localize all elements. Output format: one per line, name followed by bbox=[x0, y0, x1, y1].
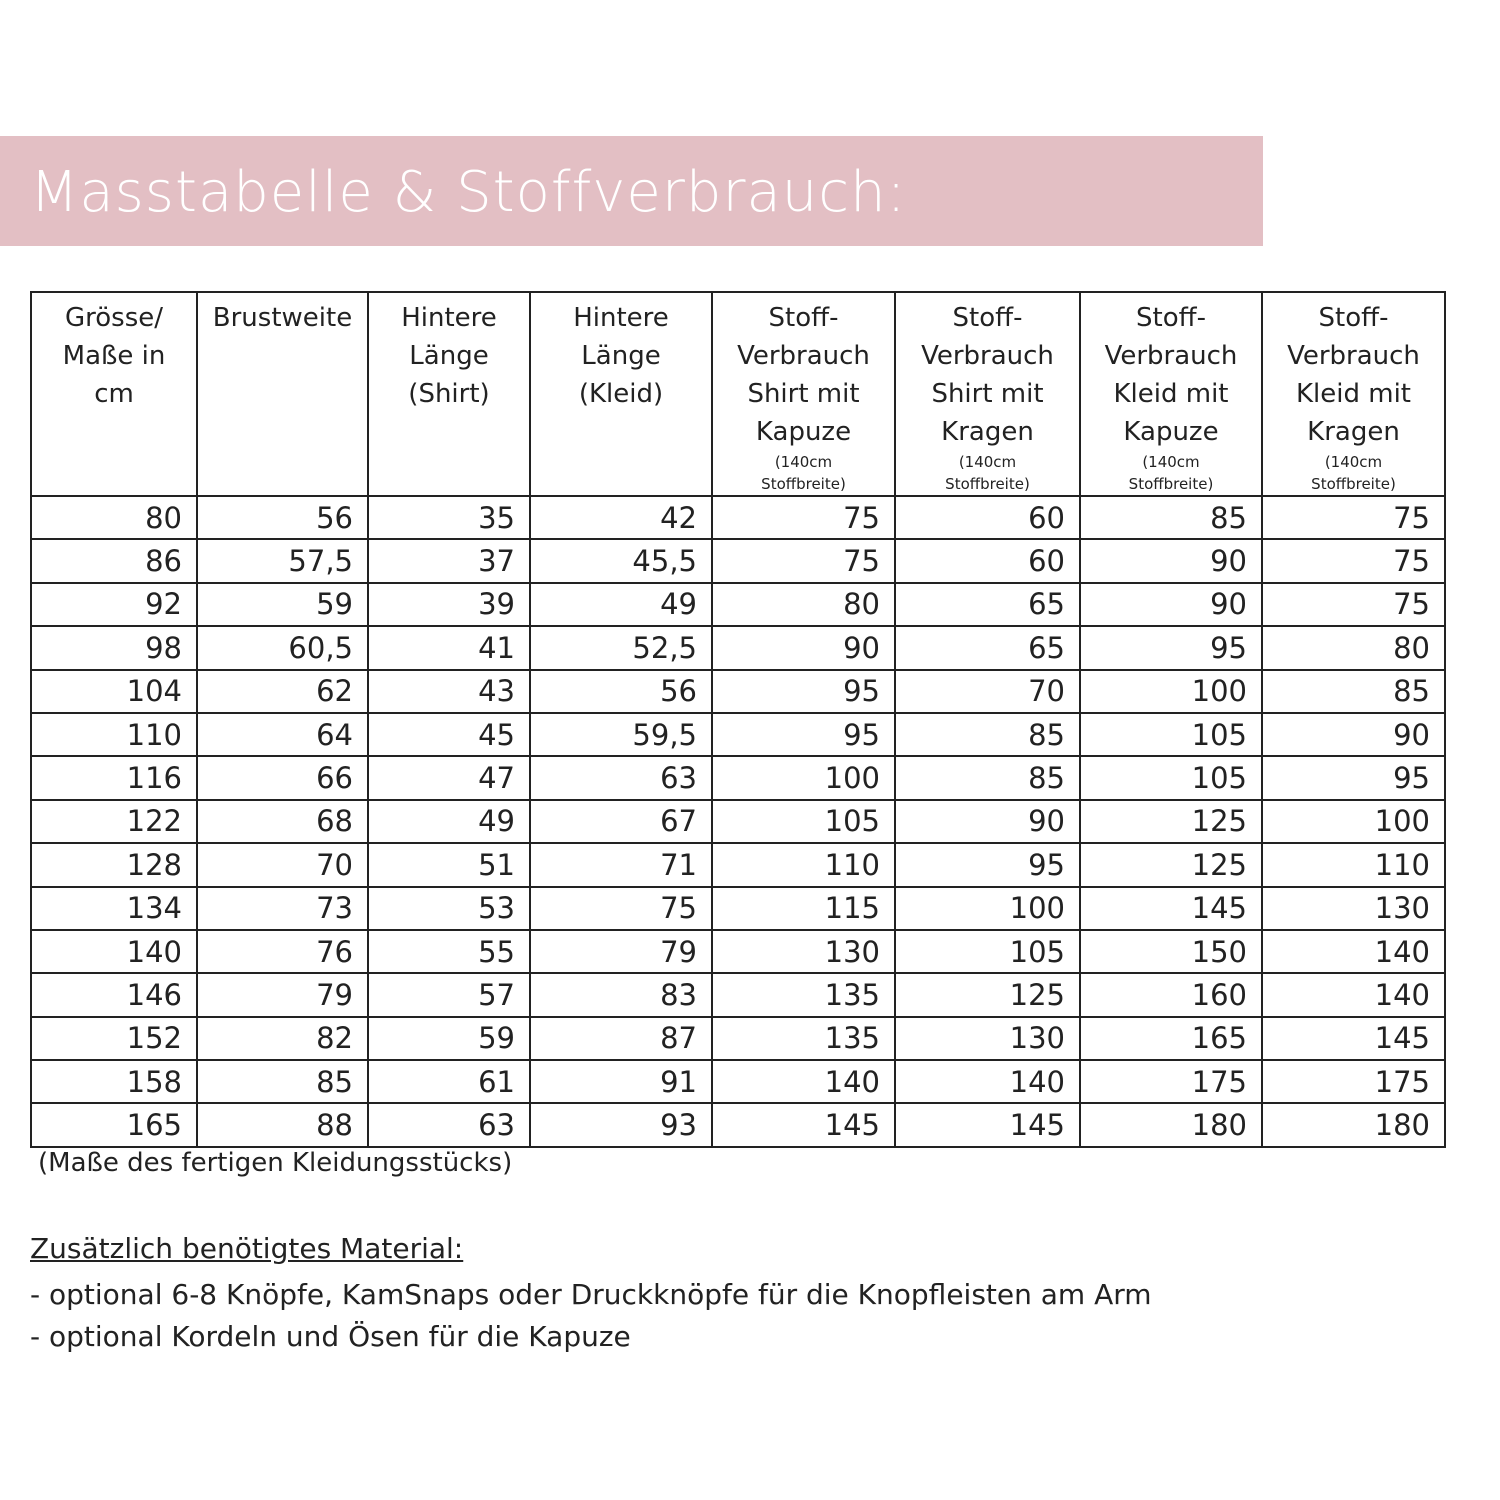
table-cell: 39 bbox=[368, 583, 530, 626]
table-footnote: (Maße des fertigen Kleidungsstücks) bbox=[38, 1148, 513, 1178]
table-cell: 66 bbox=[197, 756, 368, 799]
table-cell: 175 bbox=[1262, 1060, 1445, 1103]
table-cell: 135 bbox=[712, 1017, 895, 1060]
page-title: Masstabelle & Stoffverbrauch: bbox=[30, 160, 907, 225]
table-row bbox=[31, 670, 1445, 713]
table-cell: 152 bbox=[31, 1017, 197, 1060]
column-header-label: Stoff- Verbrauch Shirt mit Kragen bbox=[921, 303, 1054, 447]
table-cell: 83 bbox=[530, 973, 712, 1016]
table-cell: 105 bbox=[712, 800, 895, 843]
table-cell: 125 bbox=[1080, 843, 1262, 886]
table-cell: 130 bbox=[895, 1017, 1080, 1060]
table-cell: 75 bbox=[712, 496, 895, 539]
table-row bbox=[31, 583, 1445, 626]
table-cell: 82 bbox=[197, 1017, 368, 1060]
table-row bbox=[31, 1060, 1445, 1103]
table-cell: 42 bbox=[530, 496, 712, 539]
table-cell: 59 bbox=[197, 583, 368, 626]
table-cell: 60 bbox=[895, 539, 1080, 582]
table-cell: 73 bbox=[197, 887, 368, 930]
column-header-label: Hintere Länge (Kleid) bbox=[573, 303, 669, 409]
table-cell: 51 bbox=[368, 843, 530, 886]
column-header-note: (140cm Stoffbreite) bbox=[761, 453, 846, 493]
column-header bbox=[895, 292, 1080, 496]
column-header-label: Stoff- Verbrauch Kleid mit Kragen bbox=[1287, 303, 1420, 447]
table-cell: 60 bbox=[895, 496, 1080, 539]
material-item: - optional Kordeln und Ösen für die Kapuze bbox=[30, 1320, 631, 1353]
table-cell: 95 bbox=[712, 713, 895, 756]
table-cell: 140 bbox=[1262, 973, 1445, 1016]
column-header bbox=[368, 292, 530, 496]
table-cell: 57,5 bbox=[197, 539, 368, 582]
table-cell: 70 bbox=[197, 843, 368, 886]
table-cell: 158 bbox=[31, 1060, 197, 1103]
table-cell: 128 bbox=[31, 843, 197, 886]
table-cell: 105 bbox=[1080, 756, 1262, 799]
table-cell: 150 bbox=[1080, 930, 1262, 973]
table-cell: 59 bbox=[368, 1017, 530, 1060]
table-cell: 130 bbox=[712, 930, 895, 973]
table-cell: 98 bbox=[31, 626, 197, 669]
table-cell: 135 bbox=[712, 973, 895, 1016]
table-cell: 95 bbox=[1080, 626, 1262, 669]
table-cell: 116 bbox=[31, 756, 197, 799]
table-cell: 57 bbox=[368, 973, 530, 1016]
table-cell: 95 bbox=[712, 670, 895, 713]
table-cell: 100 bbox=[1080, 670, 1262, 713]
table-row bbox=[31, 539, 1445, 582]
table-cell: 175 bbox=[1080, 1060, 1262, 1103]
table-cell: 61 bbox=[368, 1060, 530, 1103]
table-cell: 63 bbox=[530, 756, 712, 799]
table-cell: 56 bbox=[530, 670, 712, 713]
table-cell: 85 bbox=[1262, 670, 1445, 713]
table-cell: 140 bbox=[895, 1060, 1080, 1103]
table-cell: 65 bbox=[895, 626, 1080, 669]
table-row bbox=[31, 1103, 1445, 1146]
table-cell: 104 bbox=[31, 670, 197, 713]
table-cell: 125 bbox=[895, 973, 1080, 1016]
table-cell: 75 bbox=[1262, 496, 1445, 539]
table-cell: 140 bbox=[1262, 930, 1445, 973]
table-cell: 75 bbox=[712, 539, 895, 582]
table-cell: 165 bbox=[31, 1103, 197, 1146]
table-cell: 95 bbox=[895, 843, 1080, 886]
table-cell: 56 bbox=[197, 496, 368, 539]
table-cell: 145 bbox=[712, 1103, 895, 1146]
column-header-label: Brustweite bbox=[212, 303, 353, 333]
table-body bbox=[31, 496, 1445, 1147]
table-cell: 41 bbox=[368, 626, 530, 669]
material-item: - optional 6-8 Knöpfe, KamSnaps oder Druckknöpfe für die Knopfleisten am Arm bbox=[30, 1278, 1152, 1311]
table-cell: 85 bbox=[895, 756, 1080, 799]
table-cell: 105 bbox=[895, 930, 1080, 973]
table-cell: 80 bbox=[31, 496, 197, 539]
table-cell: 110 bbox=[712, 843, 895, 886]
table-cell: 146 bbox=[31, 973, 197, 1016]
table-cell: 86 bbox=[31, 539, 197, 582]
table-cell: 125 bbox=[1080, 800, 1262, 843]
table-cell: 160 bbox=[1080, 973, 1262, 1016]
table-cell: 115 bbox=[712, 887, 895, 930]
column-header-label: Stoff- Verbrauch Kleid mit Kapuze bbox=[1104, 303, 1238, 447]
column-header bbox=[712, 292, 895, 496]
table-cell: 65 bbox=[895, 583, 1080, 626]
table-cell: 62 bbox=[197, 670, 368, 713]
table-cell: 75 bbox=[1262, 539, 1445, 582]
table-cell: 47 bbox=[368, 756, 530, 799]
table-row bbox=[31, 973, 1445, 1016]
table-cell: 68 bbox=[197, 800, 368, 843]
table-cell: 80 bbox=[1262, 626, 1445, 669]
table-cell: 79 bbox=[197, 973, 368, 1016]
table-cell: 140 bbox=[712, 1060, 895, 1103]
table-row bbox=[31, 930, 1445, 973]
table-cell: 76 bbox=[197, 930, 368, 973]
table-cell: 145 bbox=[895, 1103, 1080, 1146]
column-header bbox=[197, 292, 368, 496]
table-cell: 59,5 bbox=[530, 713, 712, 756]
table-cell: 71 bbox=[530, 843, 712, 886]
table-cell: 130 bbox=[1262, 887, 1445, 930]
table-cell: 75 bbox=[530, 887, 712, 930]
table-cell: 134 bbox=[31, 887, 197, 930]
table-cell: 75 bbox=[1262, 583, 1445, 626]
table-row bbox=[31, 887, 1445, 930]
material-list bbox=[30, 1274, 1152, 1358]
size-table bbox=[30, 291, 1446, 1148]
table-cell: 49 bbox=[368, 800, 530, 843]
table-cell: 140 bbox=[31, 930, 197, 973]
table-cell: 64 bbox=[197, 713, 368, 756]
column-header-label: Hintere Länge (Shirt) bbox=[401, 303, 497, 409]
table-cell: 145 bbox=[1262, 1017, 1445, 1060]
table-cell: 100 bbox=[895, 887, 1080, 930]
table-cell: 45 bbox=[368, 713, 530, 756]
table-cell: 43 bbox=[368, 670, 530, 713]
column-header bbox=[1080, 292, 1262, 496]
table-header-row bbox=[31, 292, 1445, 496]
table-cell: 110 bbox=[1262, 843, 1445, 886]
table-cell: 90 bbox=[1080, 583, 1262, 626]
table-cell: 180 bbox=[1080, 1103, 1262, 1146]
table-cell: 67 bbox=[530, 800, 712, 843]
table-cell: 37 bbox=[368, 539, 530, 582]
column-header bbox=[1262, 292, 1445, 496]
column-header-label: Stoff- Verbrauch Shirt mit Kapuze bbox=[737, 303, 870, 447]
table-cell: 52,5 bbox=[530, 626, 712, 669]
table-cell: 100 bbox=[712, 756, 895, 799]
column-header bbox=[31, 292, 197, 496]
table-cell: 55 bbox=[368, 930, 530, 973]
table-row bbox=[31, 843, 1445, 886]
table-row bbox=[31, 756, 1445, 799]
table-cell: 180 bbox=[1262, 1103, 1445, 1146]
table-cell: 79 bbox=[530, 930, 712, 973]
column-header-note: (140cm Stoffbreite) bbox=[945, 453, 1030, 493]
table-cell: 95 bbox=[1262, 756, 1445, 799]
table-cell: 87 bbox=[530, 1017, 712, 1060]
table-cell: 100 bbox=[1262, 800, 1445, 843]
column-header-label: Grösse/ Maße in cm bbox=[62, 303, 166, 409]
table-row bbox=[31, 496, 1445, 539]
table-cell: 90 bbox=[1080, 539, 1262, 582]
table-cell: 92 bbox=[31, 583, 197, 626]
table-cell: 145 bbox=[1080, 887, 1262, 930]
table-cell: 90 bbox=[895, 800, 1080, 843]
column-header-note: (140cm Stoffbreite) bbox=[1128, 453, 1214, 493]
table-row bbox=[31, 626, 1445, 669]
column-header bbox=[530, 292, 712, 496]
table-cell: 45,5 bbox=[530, 539, 712, 582]
table-cell: 90 bbox=[712, 626, 895, 669]
table-cell: 90 bbox=[1262, 713, 1445, 756]
column-header-note: (140cm Stoffbreite) bbox=[1311, 453, 1396, 493]
table-cell: 110 bbox=[31, 713, 197, 756]
table-cell: 93 bbox=[530, 1103, 712, 1146]
table-cell: 85 bbox=[197, 1060, 368, 1103]
table-cell: 91 bbox=[530, 1060, 712, 1103]
table-cell: 88 bbox=[197, 1103, 368, 1146]
table-cell: 85 bbox=[1080, 496, 1262, 539]
table-cell: 53 bbox=[368, 887, 530, 930]
table-cell: 80 bbox=[712, 583, 895, 626]
table-cell: 35 bbox=[368, 496, 530, 539]
table-cell: 63 bbox=[368, 1103, 530, 1146]
table-cell: 105 bbox=[1080, 713, 1262, 756]
table-cell: 60,5 bbox=[197, 626, 368, 669]
table-cell: 85 bbox=[895, 713, 1080, 756]
table-cell: 165 bbox=[1080, 1017, 1262, 1060]
table-cell: 70 bbox=[895, 670, 1080, 713]
table-cell: 122 bbox=[31, 800, 197, 843]
table-row bbox=[31, 713, 1445, 756]
material-heading: Zusätzlich benötigtes Material: bbox=[30, 1232, 464, 1265]
table-row bbox=[31, 800, 1445, 843]
table-row bbox=[31, 1017, 1445, 1060]
table-cell: 49 bbox=[530, 583, 712, 626]
